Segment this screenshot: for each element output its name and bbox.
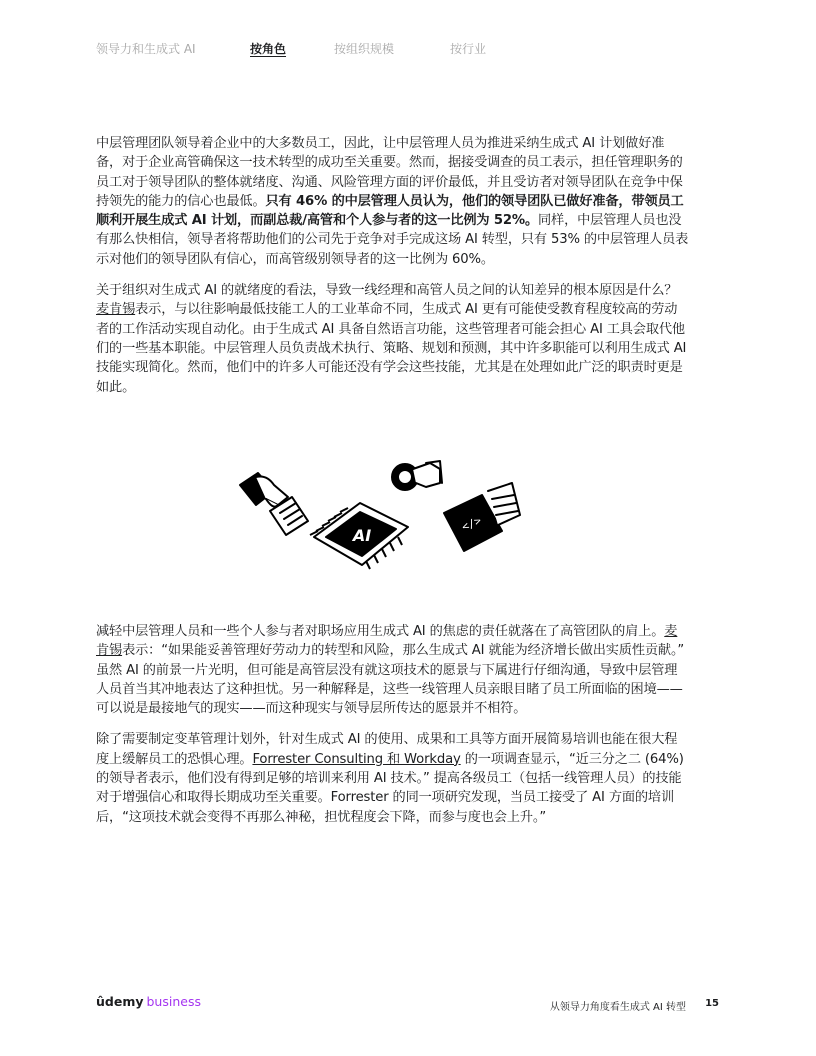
p2-after: 表示，与以往影响最低技能工人的工业革命不同，生成式 AI 更有可能使受教育程度较高的劳动者的工作活动实现自动化。由于生成式 AI 具备自然语言功能，这些管理者可能会担心 AI 工具会取代他们的一些基本职能。中层管理人员负责战术执行、策略、规划和预测，其中许多职能可以利用生成式 AI 技能实现简化。然而，他们中的许多人可能还没有学会这些技能，尤其是在处理如此广泛的职责时更是如此。 (96, 302, 687, 395)
p1-tail: 同样，中层管理人员也没有那么快相信，领导者将帮助他们的公司先于竞争对手完成这场 AI 转型，只有 53% 的中层管理人员表示对他们的领导团队有信心，而高管级别领导者的这一比例为 60%。 (96, 213, 689, 267)
tab-leadership-genai[interactable]: 领导力和生成式 AI (96, 42, 196, 56)
hand-disc-icon (392, 461, 442, 490)
tab-by-role[interactable]: 按角色 (250, 42, 287, 56)
page-footer (0, 996, 816, 1016)
p2-before: 关于组织对生成式 AI 的就绪度的看法，导致一线经理和高管人员之间的认知差异的根本原因是什么？ (96, 283, 678, 299)
ai-chip-icon (310, 503, 408, 569)
p1-text: 中层管理团队领导着企业中的大多数员工，因此，让中层管理人员为推进采纳生成式 AI 计划做好准备，对于企业高管确保这一技术转型的成功至关重要。然而，据接受调查的员工表示，担任管理职务的员工对于领导团队的整体就绪度、沟通、风险管理方面的评价最低，并且受访者对领导团队在竞争中保持领先的能力的信心也最低。 (96, 136, 683, 209)
p4-after: 的一项调查显示，“近三分之二 (64%) 的领导者表示，他们没有得到足够的培训来利用 AI 技术。” 提高各级员工（包括一线管理人员）的技能对于增强信心和取得长期成功至关重要。Forrester 的同一项研究发现，当员工接受了 AI 方面的培训后，“这项技术就会变得不再那么神秘，担忧程度会下降，而参与度也会上升。” (96, 751, 684, 825)
p3-after: 表示：“如果能妥善管理好劳动力的转型和风险，那么生成式 AI 就能为经济增长做出实质性贡献。” 虽然 AI 的前景一片光明，但可能是高管层没有就这项技术的愿景与下属进行仔细沟通，导致中层管理人员首当其冲地表达了这种担忧。另一种解释是，这些一线管理人员亲眼目睹了员工所面临的困境——可以说是最接地气的现实——而这种现实与领导层所传达的愿景并不相符。 (96, 643, 685, 717)
paragraph-training (96, 730, 690, 826)
p1-bold-stat: 只有 46% 的中层管理人员认为，他们的领导团队已做好准备，带领员工顺利开展生成式 AI 计划，而副总裁/高管和个人参与者的这一比例为 52%。 (96, 193, 684, 229)
tab-by-industry[interactable]: 按行业 (450, 42, 487, 56)
hand-code-card-icon (444, 483, 520, 551)
logo-business: business (146, 994, 201, 1009)
section-middle-managers (96, 134, 690, 397)
logo-udemy: ûdemy (96, 994, 144, 1009)
mckinsey-link-2[interactable]: 麦肯锡 (96, 624, 678, 659)
mckinsey-link[interactable]: 麦肯锡 (96, 302, 136, 318)
page-number: 15 (705, 998, 719, 1009)
udemy-business-logo (96, 994, 201, 1009)
p4-before: 除了需要制定变革管理计划外，针对生成式 AI 的使用、成果和工具等方面开展简易培训也能在很大程度上缓解员工的恐惧心理。 (96, 732, 678, 767)
hands-ai-chip-illustration (230, 455, 530, 575)
document-title: 从领导力角度看生成式 AI 转型 (549, 1002, 686, 1013)
tab-by-org-size[interactable]: 按组织规模 (334, 42, 395, 56)
hand-paper-icon (240, 473, 308, 535)
section-executive-responsibility (96, 622, 690, 827)
top-nav (0, 40, 816, 60)
paragraph-perception-gap (96, 281, 690, 397)
p3-before: 减轻中层管理人员和一些个人参与者对职场应用生成式 AI 的焦虑的责任就落在了高管团队的肩上。 (96, 624, 665, 639)
code-card-label: </> (459, 513, 484, 534)
paragraph-readiness (96, 134, 690, 269)
ai-chip-label: AI (352, 526, 372, 545)
paragraph-exec-burden (96, 622, 690, 718)
forrester-workday-link[interactable]: Forrester Consulting 和 Workday (252, 751, 461, 767)
